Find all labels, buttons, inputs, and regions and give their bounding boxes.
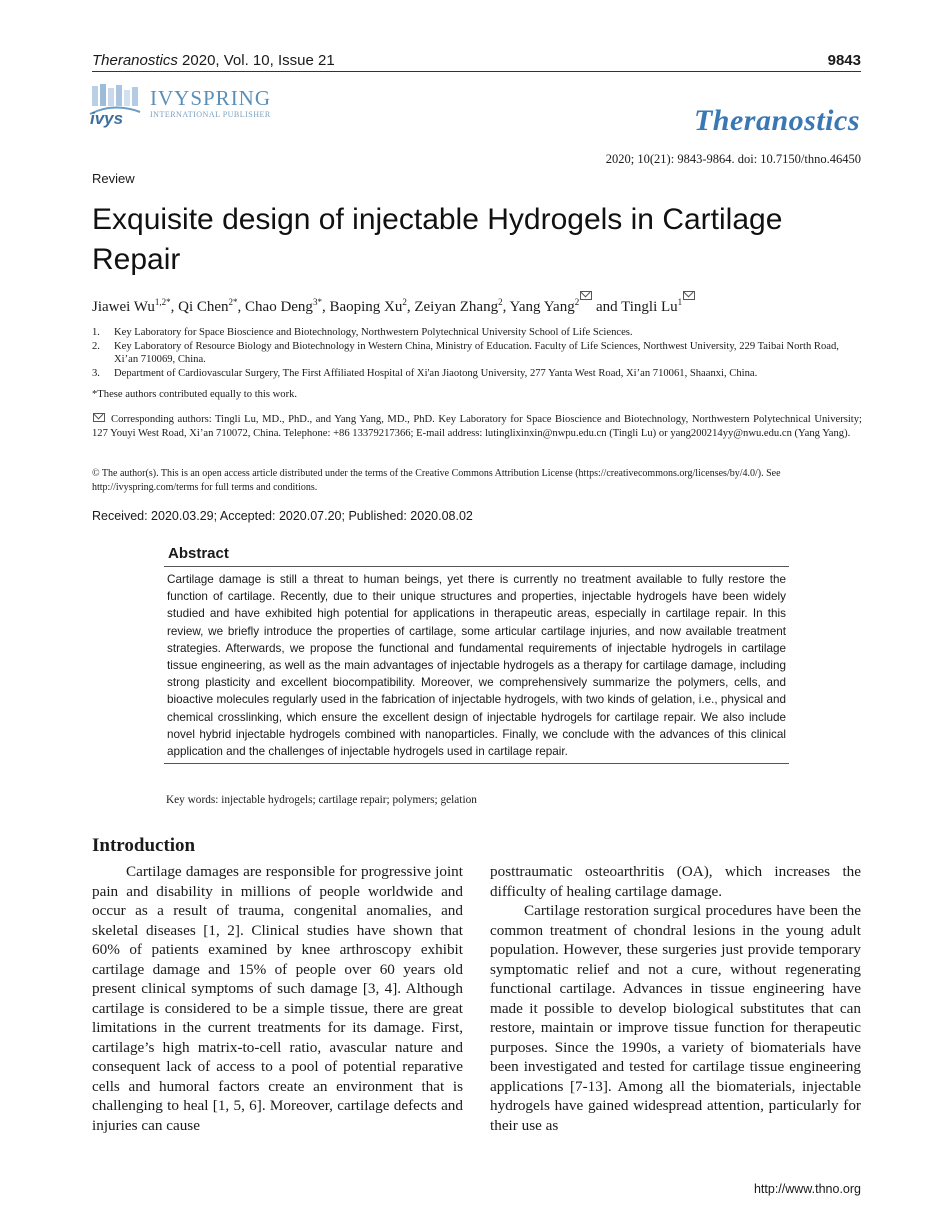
article-type: Review bbox=[92, 171, 135, 186]
author-separator: , bbox=[170, 299, 179, 315]
author-affiliation-mark: 1,2* bbox=[154, 297, 171, 307]
body-column-left bbox=[92, 862, 463, 1135]
affiliation-number: 1. bbox=[92, 327, 100, 338]
author-separator: , bbox=[321, 299, 330, 315]
affiliation-number: 2. bbox=[92, 341, 100, 352]
license-statement: © The author(s). This is an open access article distributed under the terms of the Creative Commons Attribution License (https://creativecommons.org/licenses/by/4.0/). See http://ivyspring.com/terms for full terms and conditions. bbox=[92, 468, 781, 493]
affiliation-text: Key Laboratory for Space Bioscience and Biotechnology, Northwestern Polytechnical University School of Life Sciences. bbox=[114, 327, 633, 338]
publisher-subtitle: INTERNATIONAL PUBLISHER bbox=[150, 110, 271, 119]
page-number: 9843 bbox=[827, 52, 861, 69]
keywords: Key words: injectable hydrogels; cartilage repair; polymers; gelation bbox=[166, 794, 477, 806]
author-name: Jiawei Wu bbox=[92, 299, 155, 315]
author bbox=[414, 299, 509, 315]
journal-logo: Theranostics bbox=[693, 104, 860, 137]
author-separator: , bbox=[237, 299, 246, 315]
corresponding-text: Corresponding authors: Tingli Lu, MD., PhD., and Yang Yang, MD., PhD. Key Laboratory for Space Bioscience and Biotechnology, Northwestern Polytechnical University; 127 Youyi West Road, Xi’an 710072, China. Telephone: +86 13379217366; E-mail address: lutinglixinxin@nwpu.edu.cn (Tingli Lu) or yang200214yy@nwu.edu.cn (Yang Yang). bbox=[92, 414, 862, 439]
header-divider bbox=[92, 71, 861, 72]
envelope-icon bbox=[93, 413, 105, 422]
article-title: Exquisite design of injectable Hydrogels in Cartilage Repair bbox=[92, 203, 783, 276]
author-affiliation-mark bbox=[678, 297, 696, 307]
affiliation-text: Department of Cardiovascular Surgery, The First Affiliated Hospital of Xi'an Jiaotong University, 277 Yanta West Road, Xi’an 710061, Shaanxi, China. bbox=[114, 368, 758, 379]
author bbox=[245, 299, 329, 315]
author-separator: , bbox=[406, 299, 415, 315]
author-affiliation-mark: 2 bbox=[498, 297, 503, 307]
corresponding-authors bbox=[92, 413, 862, 441]
author-separator: , bbox=[502, 299, 510, 315]
envelope-icon bbox=[683, 291, 695, 300]
ivyspring-logo-text: ivys bbox=[90, 109, 124, 128]
author-name: Zeiyan Zhang bbox=[414, 299, 499, 315]
author-name: Chao Deng bbox=[245, 299, 313, 315]
author-affiliation-number: 1 bbox=[677, 297, 683, 307]
abstract-text: Cartilage damage is still a threat to human beings, yet there is currently no treatment available to fully restore the function of cartilage. Recently, due to their unique structures and properties, injectable hydrogels have been widely studied and have exhibited high potential for applications in therapeutic areas, especially in cartilage repair. In this review, we briefly introduce the properties of cartilage, some articular cartilage injuries, and now available treatment strategies. Afterwards, we propose the functional and fundamental requirements of injectable hydrogels in cartilage tissue engineering, as well as the main advantages of injectable hydrogels as a therapy for cartilage damage, including strong plasticity and excellent biocompatibility. Moreover, we comprehensively summarize the polymers, cells, and bioactive molecules regularly used in the fabrication of injectable hydrogels, with two kinds of gelation, i.e., physical and chemical crosslinking, which ensure the excellent design of injectable hydrogels for cartilage repair. We also include novel hybrid injectable hydrogels combined with nanoparticles. Finally, we conclude with the advances of this clinical application and the challenges of injectable hydrogels used in cartilage repair. bbox=[164, 566, 789, 764]
journal-volume-issue: 2020, Vol. 10, Issue 21 bbox=[177, 52, 335, 69]
body-column-right bbox=[490, 862, 861, 1135]
paragraph: posttraumatic osteoarthritis (OA), which increases the difficulty of healing cartilage damage. bbox=[490, 863, 861, 900]
running-header-journal bbox=[92, 52, 335, 69]
author-name: Yang Yang bbox=[509, 299, 575, 315]
author-name: Qi Chen bbox=[178, 299, 229, 315]
affiliation-number: 3. bbox=[92, 368, 100, 379]
envelope-icon bbox=[580, 291, 592, 300]
footer-url[interactable]: http://www.thno.org bbox=[753, 1182, 861, 1196]
author-affiliation-number: 2 bbox=[574, 297, 580, 307]
publication-dates: Received: 2020.03.29; Accepted: 2020.07.20; Published: 2020.08.02 bbox=[92, 509, 473, 523]
author-affiliation-mark: 2* bbox=[228, 297, 238, 307]
author bbox=[92, 299, 178, 315]
paragraph: Cartilage restoration surgical procedures have been the common treatment of chondral lesions in the young adult population. However, these surgeries just provide temporary symptomatic relief and not a cure, without regenerating functional cartilage. Advances in tissue engineering have made it possible to develop biological substitutes that can restore, maintain or improve tissue function for therapeutic purposes. Since the 1990s, a variety of biomaterials have been investigated and tested for cartilage tissue engineering applications [7-13]. Among all the biomaterials, injectable hydrogels have gained widespread attention, particularly for their use as bbox=[490, 902, 861, 1134]
author-affiliation-mark bbox=[575, 297, 593, 307]
author-list bbox=[92, 291, 862, 316]
author-affiliation-mark: 2 bbox=[402, 297, 407, 307]
abstract-section bbox=[164, 543, 789, 764]
author-affiliation-mark: 3* bbox=[312, 297, 322, 307]
author-name: Tingli Lu bbox=[621, 299, 678, 315]
section-heading-introduction: Introduction bbox=[92, 835, 196, 856]
equal-contribution-note: *These authors contributed equally to this work. bbox=[92, 389, 298, 400]
journal-name: Theranostics bbox=[92, 52, 178, 69]
author bbox=[510, 299, 622, 315]
affiliation-item bbox=[92, 367, 862, 380]
publisher-name: IVYSPRING bbox=[150, 86, 272, 110]
author bbox=[329, 299, 414, 315]
author bbox=[621, 299, 695, 315]
paragraph: Cartilage damages are responsible for progressive joint pain and disability in millions of people worldwide and occur as a result of trauma, congenital anomalies, and skeletal diseases [1, 2]. Clinical studies have shown that 60% of patients examined by knee arthroscopy exhibit cartilage damage and 15% of people over 60 years old present clinical symptoms of such damage [3, 4]. Although cartilage is considered to be a simple tissue, there are great limitations in the current treatments for its damage. First, cartilage’s high matrix-to-cell ratio, avascular nature and consequent lack of access to a pool of potential reparative cells and humoral factors create an environment that is challenging to heal [1, 5, 6]. Moreover, cartilage defects and injuries can cause bbox=[92, 863, 463, 1134]
author-separator: and bbox=[592, 299, 622, 315]
author-name: Baoping Xu bbox=[329, 299, 403, 315]
author bbox=[178, 299, 245, 315]
affiliation-text: Key Laboratory of Resource Biology and Biotechnology in Western China, Ministry of Education. Faculty of Life Sciences, Northwest University, 229 Taibai North Road, Xi’an 710069, China. bbox=[114, 341, 839, 365]
affiliation-item bbox=[92, 326, 862, 339]
abstract-heading: Abstract bbox=[164, 543, 789, 566]
citation-line: 2020; 10(21): 9843-9864. doi: 10.7150/thno.46450 bbox=[605, 152, 861, 166]
affiliation-item bbox=[92, 340, 862, 366]
